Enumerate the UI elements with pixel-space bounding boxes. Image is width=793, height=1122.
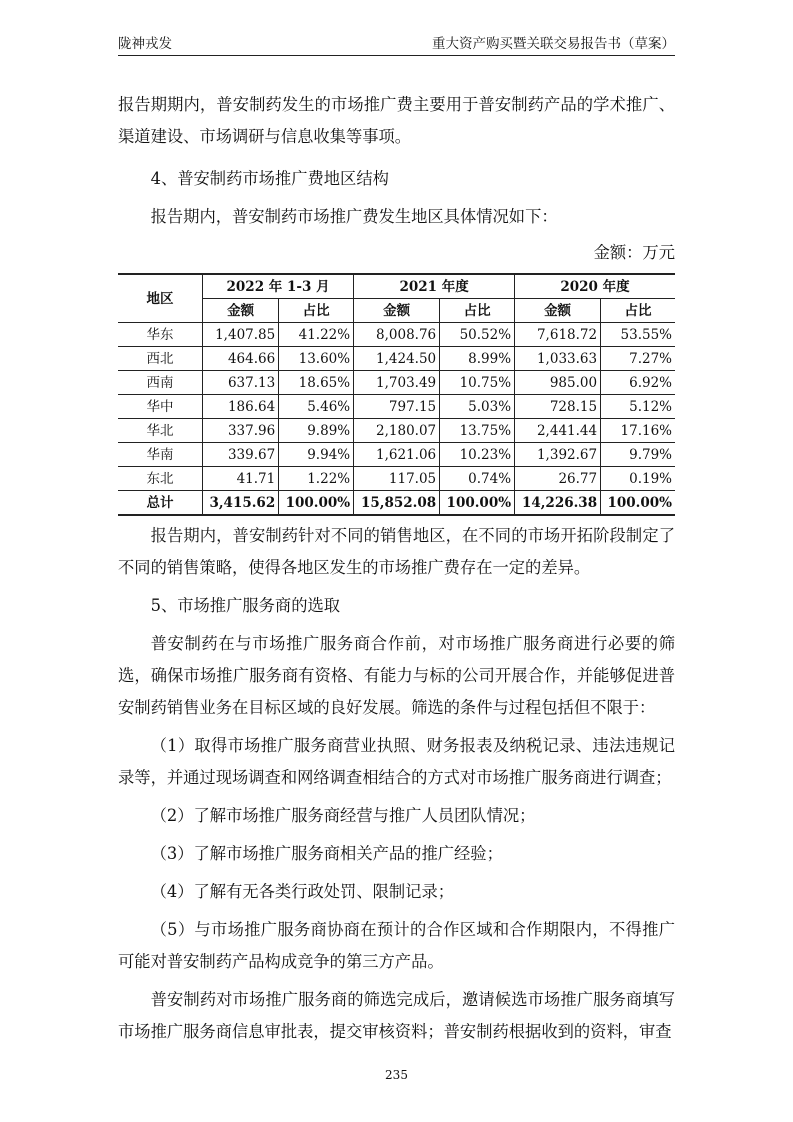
- amount-cell: 186.64: [203, 395, 279, 419]
- paragraph: 报告期期内，普安制药发生的市场推广费主要用于普安制药产品的学术推广、渠道建设、市场调研与信息收集等事项。: [118, 95, 675, 146]
- amount-cell: 8,008.76: [354, 323, 440, 347]
- amount-cell: 728.15: [515, 395, 601, 419]
- region-cell: 东北: [118, 467, 203, 491]
- table-row: [118, 467, 675, 491]
- region-cell: 华南: [118, 443, 203, 467]
- ratio-cell: 5.12%: [601, 395, 675, 419]
- amount-cell: 339.67: [203, 443, 279, 467]
- paragraph: （2）了解市场推广服务商经营与推广人员团队情况；: [150, 806, 536, 825]
- amount-cell: 1,424.50: [354, 347, 440, 371]
- amount-cell: 1,392.67: [515, 443, 601, 467]
- amount-cell: 7,618.72: [515, 323, 601, 347]
- paragraph: 报告期内，普安制药针对不同的销售地区，在不同的市场开拓阶段制定了不同的销售策略，使得各地区发生的市场推广费存在一定的差异。: [118, 526, 675, 577]
- amount-cell: 1,033.63: [515, 347, 601, 371]
- ratio-cell: 5.03%: [440, 395, 515, 419]
- header-doc-title: 重大资产购买暨关联交易报告书（草案）: [432, 36, 675, 52]
- ratio-cell: 53.55%: [601, 323, 675, 347]
- col-header-amount: 金额: [354, 299, 440, 323]
- unit-label: 金额：万元: [593, 243, 675, 262]
- col-header-ratio: 占比: [279, 299, 354, 323]
- ratio-cell: 9.89%: [279, 419, 354, 443]
- page-body: [118, 89, 675, 1048]
- col-header-period: 2021 年度: [354, 274, 515, 299]
- ratio-cell: 100.00%: [279, 491, 354, 516]
- ratio-cell: 8.99%: [440, 347, 515, 371]
- ratio-cell: 9.79%: [601, 443, 675, 467]
- col-header-period: 2020 年度: [515, 274, 675, 299]
- amount-cell: 797.15: [354, 395, 440, 419]
- table-total-row: [118, 491, 675, 516]
- col-header-ratio: 占比: [601, 299, 675, 323]
- page-number: 235: [385, 1068, 408, 1082]
- ratio-cell: 10.23%: [440, 443, 515, 467]
- ratio-cell: 0.19%: [601, 467, 675, 491]
- region-cell: 华北: [118, 419, 203, 443]
- ratio-cell: 50.52%: [440, 323, 515, 347]
- ratio-cell: 100.00%: [601, 491, 675, 516]
- ratio-cell: 100.00%: [440, 491, 515, 516]
- ratio-cell: 13.60%: [279, 347, 354, 371]
- amount-cell: 1,407.85: [203, 323, 279, 347]
- table-row: [118, 347, 675, 371]
- col-header-amount: 金额: [515, 299, 601, 323]
- amount-cell: 2,441.44: [515, 419, 601, 443]
- ratio-cell: 9.94%: [279, 443, 354, 467]
- paragraph: 普安制药对市场推广服务商的筛选完成后，邀请候选市场推广服务商填写市场推广服务商信息审批表，提交审核资料；普安制药根据收到的资料，审查: [118, 990, 675, 1041]
- col-header-region: 地区: [118, 274, 203, 323]
- table-row: [118, 371, 675, 395]
- ratio-cell: 10.75%: [440, 371, 515, 395]
- section-heading: 4、普安制药市场推广费地区结构: [150, 169, 389, 188]
- ratio-cell: 18.65%: [279, 371, 354, 395]
- col-header-amount: 金额: [203, 299, 279, 323]
- table-row: [118, 323, 675, 347]
- amount-cell: 2,180.07: [354, 419, 440, 443]
- amount-cell: 985.00: [515, 371, 601, 395]
- region-cell: 华东: [118, 323, 203, 347]
- amount-cell: 464.66: [203, 347, 279, 371]
- ratio-cell: 6.92%: [601, 371, 675, 395]
- ratio-cell: 13.75%: [440, 419, 515, 443]
- region-expense-table: [118, 273, 675, 516]
- region-cell: 西北: [118, 347, 203, 371]
- amount-cell: 15,852.08: [354, 491, 440, 516]
- paragraph: （4）了解有无各类行政处罚、限制记录；: [150, 882, 455, 901]
- paragraph: 报告期内，普安制药市场推广费发生地区具体情况如下：: [150, 207, 558, 226]
- amount-cell: 1,703.49: [354, 371, 440, 395]
- amount-cell: 1,621.06: [354, 443, 440, 467]
- table-row: [118, 419, 675, 443]
- section-heading: 5、市场推广服务商的选取: [150, 596, 341, 615]
- paragraph: （3）了解市场推广服务商相关产品的推广经验；: [150, 844, 503, 863]
- paragraph: 普安制药在与市场推广服务商合作前，对市场推广服务商进行必要的筛选，确保市场推广服务商有资格、有能力与标的公司开展合作，并能够促进普安制药销售业务在目标区域的良好发展。筛选的条件与过程包括但不限于：: [118, 634, 675, 717]
- region-cell: 总计: [118, 491, 203, 516]
- col-header-period: 2022 年 1-3 月: [203, 274, 354, 299]
- amount-cell: 3,415.62: [203, 491, 279, 516]
- paragraph: （1）取得市场推广服务商营业执照、财务报表及纳税记录、违法违规记录等，并通过现场调查和网络调查相结合的方式对市场推广服务商进行调查；: [118, 736, 675, 787]
- paragraph: （5）与市场推广服务商协商在预计的合作区域和合作期限内，不得推广可能对普安制药产品构成竞争的第三方产品。: [118, 920, 675, 971]
- ratio-cell: 41.22%: [279, 323, 354, 347]
- region-cell: 西南: [118, 371, 203, 395]
- page-header: [118, 30, 675, 56]
- amount-cell: 41.71: [203, 467, 279, 491]
- ratio-cell: 5.46%: [279, 395, 354, 419]
- amount-cell: 337.96: [203, 419, 279, 443]
- ratio-cell: 7.27%: [601, 347, 675, 371]
- region-cell: 华中: [118, 395, 203, 419]
- ratio-cell: 1.22%: [279, 467, 354, 491]
- table-row: [118, 443, 675, 467]
- amount-cell: 26.77: [515, 467, 601, 491]
- amount-cell: 637.13: [203, 371, 279, 395]
- amount-cell: 117.05: [354, 467, 440, 491]
- table-row: [118, 395, 675, 419]
- ratio-cell: 0.74%: [440, 467, 515, 491]
- header-company: 陇神戎发: [118, 36, 172, 52]
- ratio-cell: 17.16%: [601, 419, 675, 443]
- amount-cell: 14,226.38: [515, 491, 601, 516]
- col-header-ratio: 占比: [440, 299, 515, 323]
